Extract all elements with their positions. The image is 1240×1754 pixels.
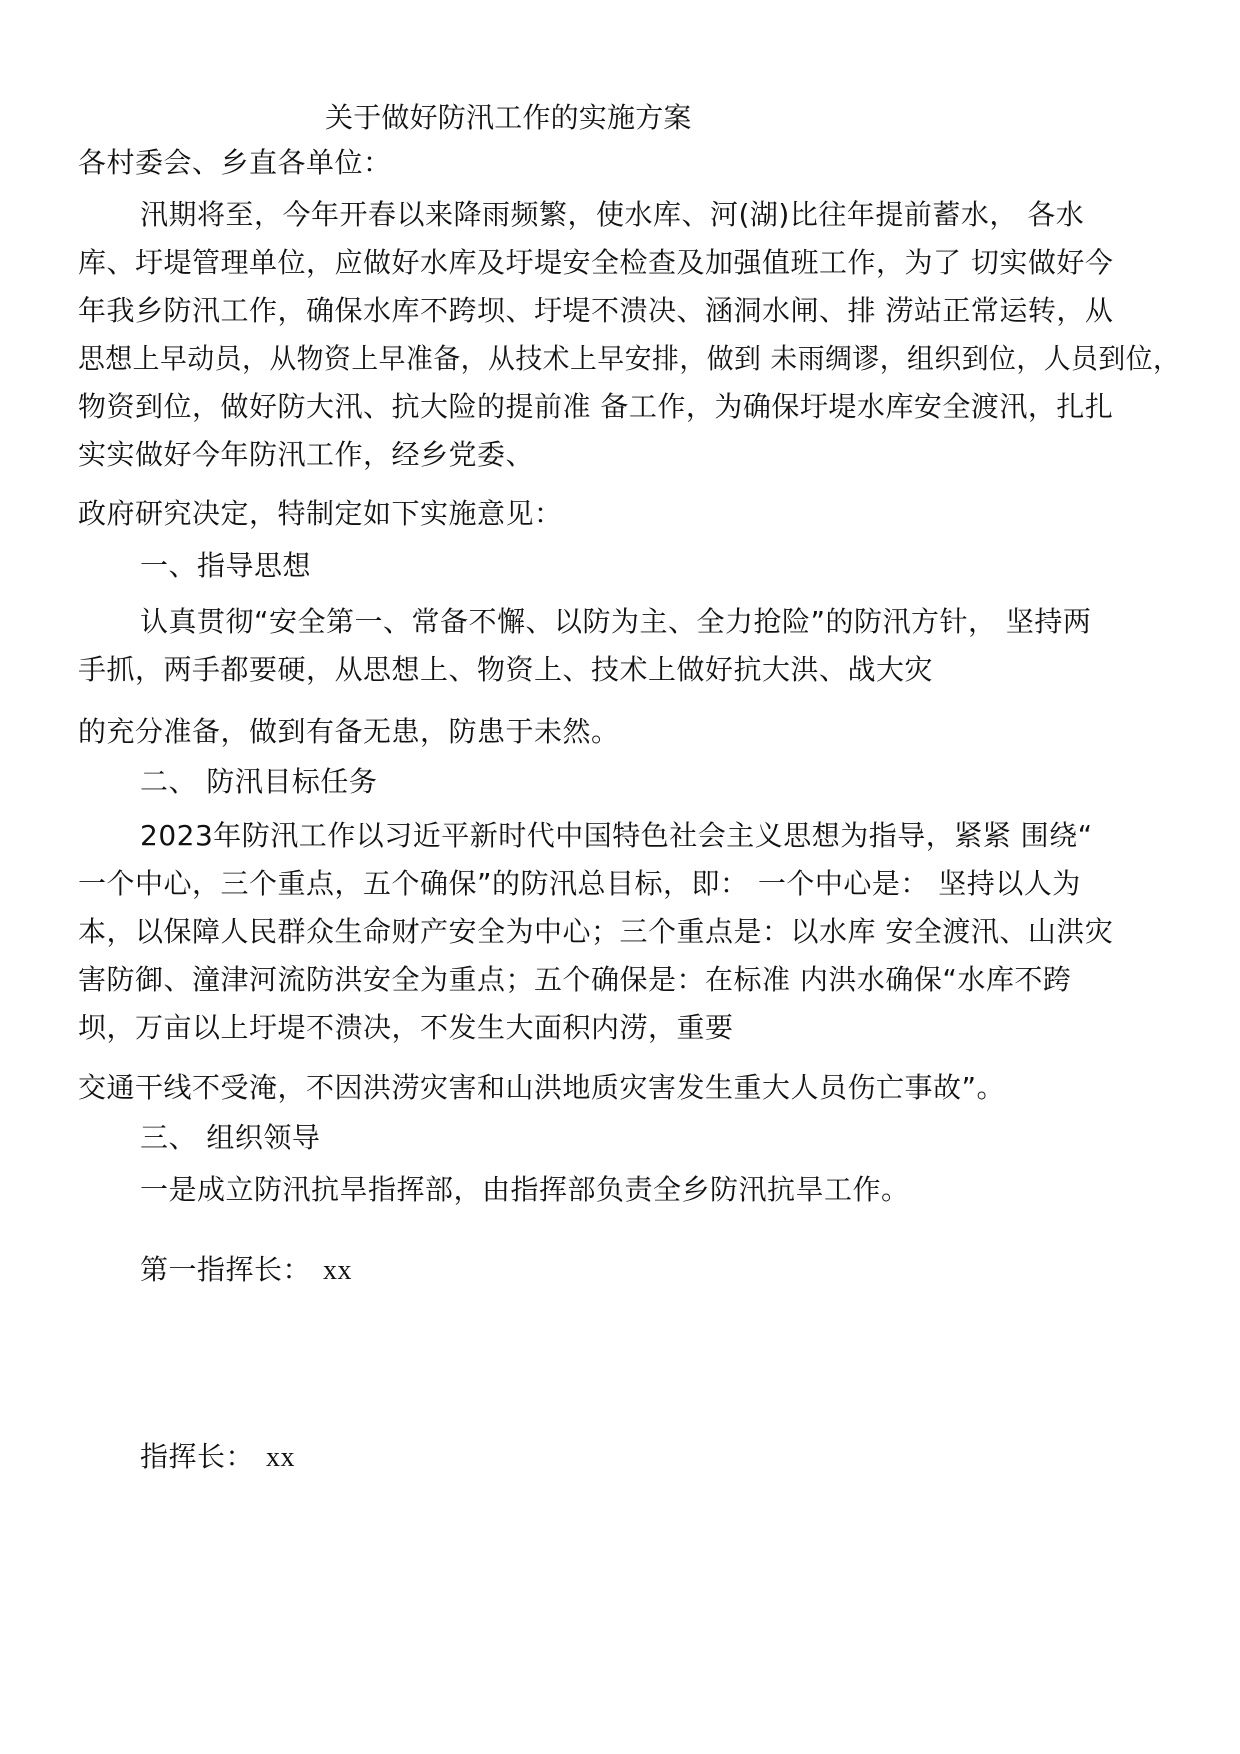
commander-name: xx	[266, 1442, 296, 1473]
section-line: 本，以保障人民群众生命财产安全为中心；三个重点是：以水库 安全渡汛、山洪灾	[78, 915, 1114, 948]
section-line: 认真贯彻“安全第一、常备不懈、以防为主、全力抢险”的防汛方针， 坚持两	[140, 605, 1092, 638]
section-line: 交通干线不受淹，不因洪涝灾害和山洪地质灾害发生重大人员伤亡事故”。	[78, 1071, 1006, 1104]
section-line: 坝，万亩以上圩堤不溃决，不发生大面积内涝，重要	[78, 1011, 734, 1044]
document-title: 关于做好防汛工作的实施方案	[325, 101, 692, 134]
intro-line: 库、圩堤管理单位，应做好水库及圩堤安全检查及加强值班工作，为了 切实做好今	[78, 246, 1114, 279]
section-heading: 三、 组织领导	[140, 1121, 321, 1154]
first-commander-row	[140, 1250, 352, 1291]
salutation: 各村委会、乡直各单位：	[78, 146, 392, 179]
section-heading: 二、 防汛目标任务	[140, 765, 378, 798]
intro-line: 年我乡防汛工作，确保水库不跨坝、圩堤不溃决、涵洞水闸、排 涝站正常运转，从	[78, 294, 1114, 327]
section-line: 手抓，两手都要硬，从思想上、物资上、技术上做好抗大洪、战大灾	[78, 653, 934, 686]
first-commander-name: xx	[323, 1255, 353, 1286]
intro-line: 汛期将至，今年开春以来降雨频繁，使水库、河(湖)比往年提前蓄水， 各水	[140, 198, 1085, 231]
intro-line: 政府研究决定，特制定如下实施意见：	[78, 497, 563, 530]
intro-line: 思想上早动员，从物资上早准备，从技术上早安排，做到 未雨绸谬，组织到位，人员到位，	[78, 342, 1181, 375]
section-line: 一个中心，三个重点，五个确保”的防汛总目标，即： 一个中心是： 坚持以人为	[78, 867, 1081, 900]
commander-row	[140, 1437, 295, 1478]
section-line: 害防御、潼津河流防洪安全为重点；五个确保是：在标准 内洪水确保“水库不跨	[78, 963, 1072, 996]
section-line: 一是成立防汛抗旱指挥部，由指挥部负责全乡防汛抗旱工作。	[140, 1173, 910, 1206]
section-line: 2023年防汛工作以习近平新时代中国特色社会主义思想为指导，紧紧 围绕“	[140, 819, 1093, 852]
intro-line: 实实做好今年防汛工作，经乡党委、	[78, 438, 535, 471]
section-heading: 一、指导思想	[140, 549, 312, 582]
first-commander-label: 第一指挥长：	[140, 1253, 312, 1286]
section-line: 的充分准备，做到有备无患，防患于未然。	[78, 715, 620, 748]
intro-line: 物资到位，做好防大汛、抗大险的提前准 备工作，为确保圩堤水库安全渡汛，扎扎	[78, 390, 1114, 423]
commander-label: 指挥长：	[140, 1440, 255, 1473]
